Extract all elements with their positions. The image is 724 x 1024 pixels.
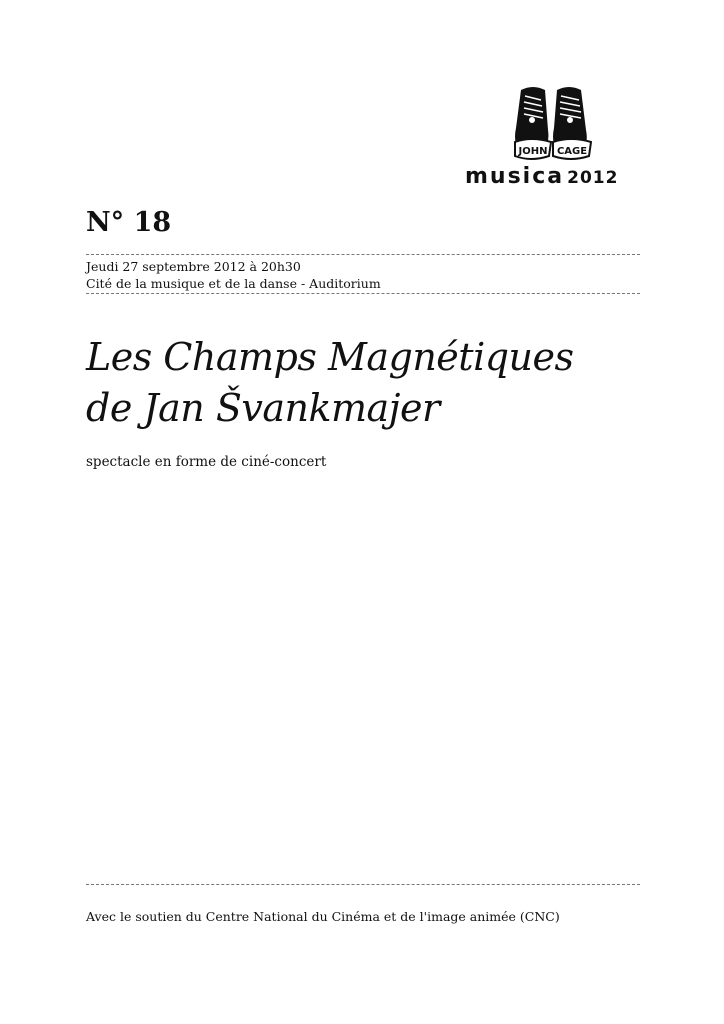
divider-middle xyxy=(86,293,640,294)
issue-number: N° 18 xyxy=(86,207,172,238)
page-subtitle: spectacle en forme de ciné-concert xyxy=(86,454,327,470)
divider-bottom xyxy=(86,884,640,885)
footer-credit: Avec le soutien du Centre National du Cinéma et de l'image animée (CNC) xyxy=(86,909,560,924)
page-title xyxy=(86,332,686,434)
logo-year: 2012 xyxy=(567,168,619,188)
title-line-1: Les Champs Magnétiques xyxy=(86,335,574,379)
shoe-right-label: CAGE xyxy=(556,146,588,157)
event-venue: Cité de la musique et de la danse - Auditorium xyxy=(86,276,381,291)
logo-wordmark-text: musica xyxy=(465,164,565,189)
john-cage-shoes-icon xyxy=(513,84,593,164)
logo-wordmark xyxy=(465,164,618,189)
musica-2012-logo xyxy=(458,84,638,194)
title-line-2: de Jan Švankmajer xyxy=(86,386,440,430)
divider-top xyxy=(86,254,640,255)
event-date: Jeudi 27 septembre 2012 à 20h30 xyxy=(86,259,301,274)
shoe-left-label: JOHN xyxy=(518,146,548,157)
